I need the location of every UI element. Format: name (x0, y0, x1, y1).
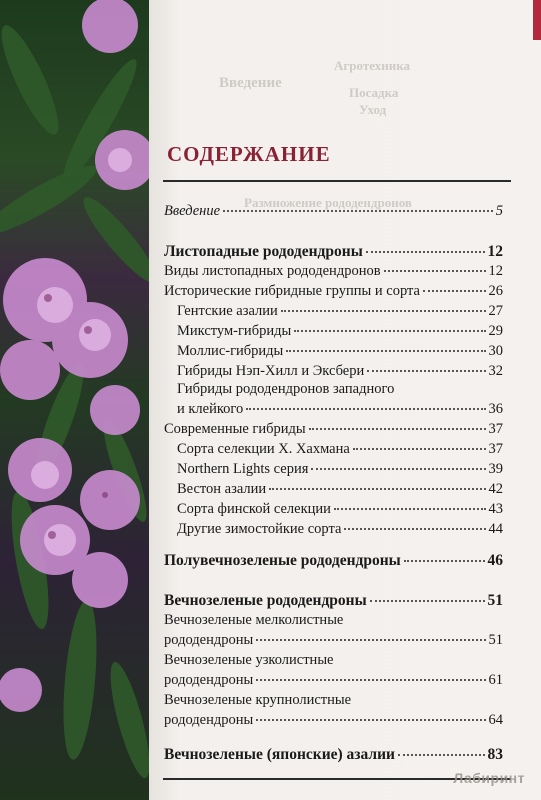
toc-entry[interactable]: Другие зимостойкие сорта 44 (177, 521, 503, 537)
toc-entry[interactable]: Вечнозеленые рододендроны 51 (164, 592, 503, 609)
toc-entry[interactable]: Сорта финской селекции 43 (177, 501, 503, 517)
toc-entry[interactable]: Сорта селекции Х. Хахмана 37 (177, 441, 503, 457)
toc-entry[interactable]: и клейкого 36 (177, 401, 503, 417)
toc-entry[interactable]: Northern Lights серия 39 (177, 461, 503, 477)
toc-entry[interactable]: Листопадные рододендроны 12 (164, 243, 503, 260)
toc-entry[interactable]: Вечнозеленые (японские) азалии 83 (164, 746, 503, 763)
toc-entry[interactable]: Современные гибриды 37 (164, 421, 503, 437)
toc-entry-line: Вечнозеленые узколистные (164, 652, 334, 668)
red-corner-mark (533, 0, 541, 40)
toc-entry[interactable]: рододендроны 51 (164, 632, 503, 648)
toc-entry[interactable]: рододендроны 64 (164, 712, 503, 728)
toc-entry[interactable]: Вестон азалии 42 (177, 481, 503, 497)
toc-entry-line: Вечнозеленые мелколистные (164, 612, 344, 628)
toc-entry[interactable]: Введение 5 (164, 203, 503, 219)
bleed-through-text: Введение (219, 75, 282, 91)
toc-entry-line: Гибриды рододендронов западного (177, 381, 395, 397)
toc-entry-line: Вечнозеленые крупнолистные (164, 692, 352, 708)
toc-entry[interactable]: Виды листопадных рододендронов 12 (164, 263, 503, 279)
toc-entry[interactable]: Моллис-гибриды 30 (177, 343, 503, 359)
contents-page (149, 0, 541, 800)
toc-entry[interactable]: Полувечнозеленые рододендроны 46 (164, 552, 503, 569)
toc-entry[interactable]: Гентские азалии 27 (177, 303, 503, 319)
top-rule (163, 180, 511, 182)
rhododendron-photo (0, 0, 149, 800)
watermark-logo: Лабиринт (453, 770, 525, 786)
bleed-through-text: Размножение рододендронов (244, 195, 412, 210)
bleed-through-text: Посадка (349, 85, 399, 100)
toc-entry[interactable]: рододендроны 61 (164, 672, 503, 688)
page-title: СОДЕРЖАНИЕ (167, 142, 331, 166)
toc-entry[interactable]: Исторические гибридные группы и сорта 26 (164, 283, 503, 299)
bleed-through-text: Уход (359, 102, 387, 117)
toc-entry[interactable]: Микстум-гибриды 29 (177, 323, 503, 339)
bleed-through-text: Агротехника (334, 58, 411, 73)
toc-entry[interactable]: Гибриды Нэп-Хилл и Эксбери 32 (177, 363, 503, 379)
